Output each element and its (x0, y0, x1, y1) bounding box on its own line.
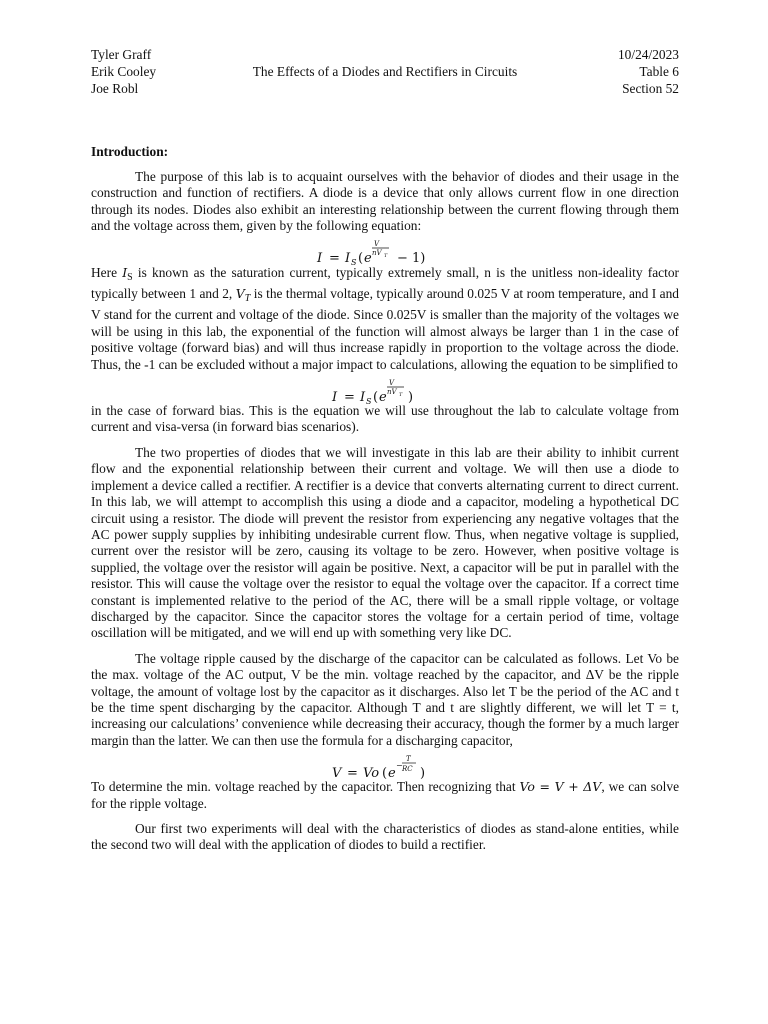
author-name: Tyler Graff (91, 47, 152, 62)
page-header (91, 46, 679, 98)
svg-text:S: S (366, 396, 372, 406)
svg-text:): ) (408, 389, 414, 405)
equation-graphic (330, 752, 440, 782)
paragraph: The voltage ripple caused by the discharge of the capacitor can be calculated as follows. Let Vo be the max. voltage of the AC output, V be the min. voltage reached by the capacitor, and ΔV be the ripple voltage, the amount of voltage lost by the capacitor as it discharges. Also let T be the period of the AC and t be the time spent discharging by the capacitor. Although T and t are slightly different, we will let T = t, increasing our calculations’ convenience while decreasing their accuracy, though the former by a much larger margin than the latter. We can then use the formula for a discharging capacitor, (91, 650, 679, 748)
equation-diode-current (91, 235, 679, 268)
svg-text:Vo: Vo (363, 765, 380, 781)
svg-text:− 1): − 1) (397, 251, 426, 267)
svg-text:V: V (332, 765, 342, 781)
svg-text:T: T (384, 253, 388, 260)
text-run: is known as the saturation current, typically extremely small, n is the unitless non-ideality factor typically between 1 and 2, (91, 264, 679, 302)
document-title: The Effects of a Diodes and Rectifiers in Circuits (252, 64, 518, 79)
svg-text:T: T (399, 391, 403, 398)
text-run: Here (91, 264, 118, 280)
inline-equation: Vo = V + ΔV (519, 779, 602, 795)
svg-text:I: I (317, 251, 323, 267)
svg-text:V: V (374, 240, 380, 249)
svg-text:e: e (364, 251, 372, 267)
document-page (91, 46, 680, 853)
header-meta (618, 46, 679, 97)
section-number: Section 52 (622, 81, 679, 96)
document-body (91, 169, 679, 854)
text-run: is the thermal voltage, typically around 0.025 V at room temperature, and I and V stand for the current and voltage of the diode. Since 0.025V is smaller than the majority of the voltages we will be using in this lab, the exponential of the function will almost always be larger than 1 in the case of positive voltage (forward bias) and will thus increase rapidly in proportion to the voltage across the diode. Thus, the -1 can be excluded without a major impact to calculations, allowing the equation to be simplified to (91, 286, 679, 372)
svg-text:−: − (396, 760, 403, 770)
svg-text:RC: RC (402, 764, 413, 773)
svg-text:I: I (345, 251, 351, 267)
svg-text:S: S (351, 258, 357, 268)
author-name: Joe Robl (91, 81, 139, 96)
svg-text:=: = (329, 251, 340, 267)
equation-capacitor-discharge (91, 749, 679, 779)
svg-text:e: e (388, 765, 396, 781)
svg-text:nV: nV (372, 249, 382, 258)
svg-text:=: = (344, 389, 355, 405)
section-heading: Introduction: (91, 144, 169, 159)
paragraph (91, 779, 679, 812)
paragraph: Our first two experiments will deal with the characteristics of diodes as stand-alone entities, while the second two will deal with the application of diodes to build a rectifier. (91, 821, 679, 853)
svg-text:I: I (360, 389, 366, 405)
equation-forward-bias (91, 373, 679, 406)
date: 10/24/2023 (617, 47, 679, 62)
svg-text:I: I (332, 389, 338, 405)
text-run: , we can solve for the ripple voltage. (91, 779, 680, 811)
equation-graphic (330, 376, 440, 406)
svg-text:(: ( (373, 389, 379, 405)
svg-text:=: = (347, 765, 358, 781)
svg-text:T: T (406, 754, 411, 763)
paragraph: in the case of forward bias. This is the equation we will use throughout the lab to calculate voltage from current and visa-versa (in forward bias scenarios). (91, 403, 679, 435)
svg-text:nV: nV (387, 387, 397, 396)
paragraph: Here $I_S$ is known as the saturation current, typically extremely small, n is the unitless non-ideality factor typically between 1 and 2, $V_T$ is the thermal voltage, typically around 0.025 V at room temperature, and I and V stand for the current and voltage of the diode. Since 0.025V is smaller than the majority of the voltages we will be using in this lab, the exponential of the function will almost always be larger than 1 in the case of positive voltage (forward bias) and will thus increase rapidly in proportion to the voltage across the diode. Thus, the -1 can be excluded without a major impact to calculations, allowing the equation to be simplified to (91, 264, 679, 372)
table-number: Table 6 (639, 64, 679, 79)
paragraph: The purpose of this lab is to acquaint ourselves with the behavior of diodes and their usage in the construction and function of rectifiers. A diode is a device that only allows current flow in one direction through its nodes. Diodes also exhibit an interesting relationship between the current flowing through them and the voltage across them, given by the following equation: (91, 169, 679, 234)
svg-text:V: V (389, 378, 395, 387)
svg-text:e: e (379, 389, 387, 405)
svg-text:(: ( (358, 251, 364, 267)
equation-graphic (315, 237, 455, 267)
author-name: Erik Cooley (91, 64, 157, 79)
svg-text:): ) (420, 765, 426, 781)
text-run: To determine the min. voltage reached by the capacitor. Then recognizing that (91, 779, 516, 795)
paragraph: The two properties of diodes that we will investigate in this lab are their ability to inhibit current flow and the exponential relationship between their current and voltage. We will then use a diode to implement a device called a rectifier. A rectifier is a device that converts alternating current to direct current. In this lab, we will attempt to accomplish this using a diode and a capacitor, modeling a hypothetical DC circuit using a resistor. The diode will prevent the resistor from experiencing any negative voltages that the AC power supply supplies by inhibiting undesirable current flow. Thus, when negative voltage is supplied, current over the resistor will be zero, causing its voltage to be zero. However, when positive voltage is supplied, the voltage over the resistor will again be positive. Next, a capacitor will be put in parallel with the resistor. This will cause the voltage over the resistor to equal the voltage over the capacitor. If a correct time constant is implemented relative to the period of the AC, there will be a small ripple voltage, or voltage discharged by the capacitor. Since the capacitor stores the voltage for a certain period of time, voltage oscillation will be mitigated, and we will end up with something very like DC. (91, 444, 679, 641)
svg-text:(: ( (382, 765, 388, 781)
